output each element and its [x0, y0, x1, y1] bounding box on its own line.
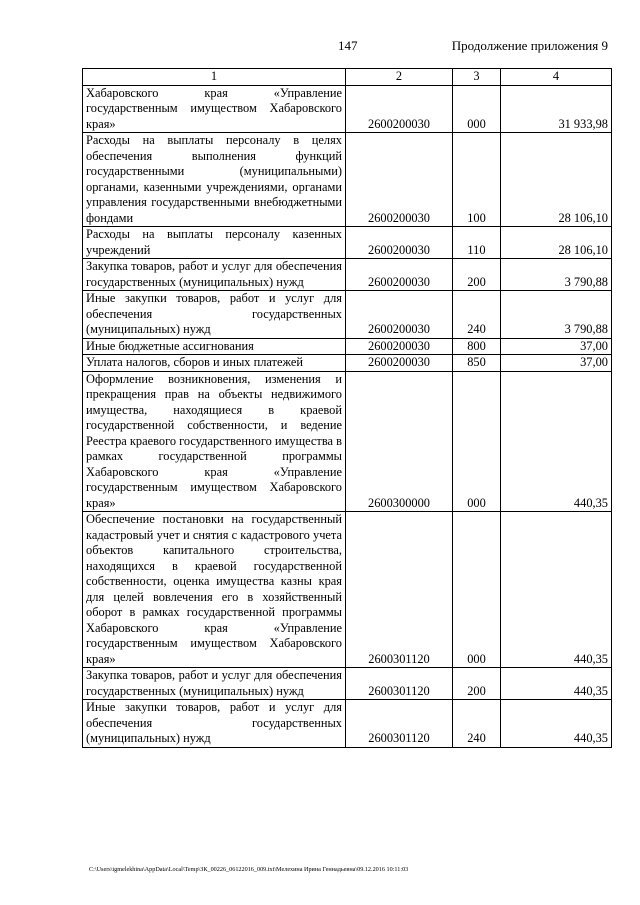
table-row: [83, 133, 612, 227]
row-name-cell: Иные бюджетные ассигнования: [83, 338, 346, 355]
table-row: [83, 291, 612, 339]
continuation-label: Продолжение приложения 9: [451, 38, 608, 53]
column-number-4: 4: [501, 69, 612, 86]
column-number-1: 1: [83, 69, 346, 86]
row-expense-type-cell: 240: [453, 291, 501, 339]
row-name-cell: Закупка товаров, работ и услуг для обеспечения государственных (муниципальных) нужд: [83, 259, 346, 291]
row-expense-type-cell: 240: [453, 700, 501, 748]
row-name-cell: Расходы на выплаты персоналу казенных учреждений: [83, 227, 346, 259]
row-expense-type-cell: 110: [453, 227, 501, 259]
row-amount-cell: 440,35: [501, 512, 612, 668]
row-code-cell: 2600301120: [346, 668, 453, 700]
file-path-footer: C:\Users\igmelekhina\AppData\Local\Temp\ЗК_00226_06122016_009.txt\Мелехина Ирина Геннадьевна\09.12.2016 10:11:03: [89, 866, 409, 873]
table-row: [83, 512, 612, 668]
table-row: [83, 355, 612, 372]
table-row: [83, 371, 612, 512]
row-expense-type-cell: 200: [453, 668, 501, 700]
table-row: [83, 85, 612, 133]
table-row: [83, 227, 612, 259]
row-name-cell: Расходы на выплаты персоналу в целях обеспечения выполнения функций государственными (муниципальными) органами, казенными учреждениями, органами управления государственными внебюджетными фондами: [83, 133, 346, 227]
table-row: [83, 700, 612, 748]
row-code-cell: 2600200030: [346, 355, 453, 372]
column-number-2: 2: [346, 69, 453, 86]
row-amount-cell: 31 933,98: [501, 85, 612, 133]
row-code-cell: 2600200030: [346, 133, 453, 227]
row-expense-type-cell: 100: [453, 133, 501, 227]
column-number-3: 3: [453, 69, 501, 86]
row-expense-type-cell: 200: [453, 259, 501, 291]
table-body: [83, 85, 612, 747]
row-amount-cell: 440,35: [501, 700, 612, 748]
row-amount-cell: 28 106,10: [501, 133, 612, 227]
row-name-cell: Оформление возникновения, изменения и прекращения прав на объекты недвижимого имущества, находящиеся в краевой государственной собственности, и ведение Реестра краевого государственного имущества в рамках государственной программы Хабаровского края «Управление государственным имуществом Хабаровского края»: [83, 371, 346, 512]
row-code-cell: 2600301120: [346, 700, 453, 748]
row-code-cell: 2600200030: [346, 85, 453, 133]
row-amount-cell: 3 790,88: [501, 291, 612, 339]
row-name-cell: Уплата налогов, сборов и иных платежей: [83, 355, 346, 372]
row-code-cell: 2600300000: [346, 371, 453, 512]
row-code-cell: 2600200030: [346, 259, 453, 291]
row-amount-cell: 37,00: [501, 355, 612, 372]
row-name-cell: Обеспечение постановки на государственный кадастровый учет и снятия с кадастрового учета объектов капитального строительства, находящихся в краевой государственной собственности, оценка имущества казны края для целей вовлечения его в хозяйственный оборот в рамках государственной программы Хабаровского края «Управление государственным имуществом Хабаровского края»: [83, 512, 346, 668]
row-expense-type-cell: 000: [453, 371, 501, 512]
row-amount-cell: 28 106,10: [501, 227, 612, 259]
row-expense-type-cell: 800: [453, 338, 501, 355]
row-code-cell: 2600200030: [346, 227, 453, 259]
table-row: [83, 338, 612, 355]
row-expense-type-cell: 850: [453, 355, 501, 372]
row-expense-type-cell: 000: [453, 85, 501, 133]
row-amount-cell: 440,35: [501, 668, 612, 700]
table-row: [83, 668, 612, 700]
row-amount-cell: 37,00: [501, 338, 612, 355]
row-name-cell: Иные закупки товаров, работ и услуг для обеспечения государственных (муниципальных) нужд: [83, 291, 346, 339]
row-amount-cell: 3 790,88: [501, 259, 612, 291]
column-number-row: [83, 69, 612, 86]
row-name-cell: Закупка товаров, работ и услуг для обеспечения государственных (муниципальных) нужд: [83, 668, 346, 700]
row-name-cell: Хабаровского края «Управление государственным имуществом Хабаровского края»: [83, 85, 346, 133]
budget-table: [82, 68, 612, 748]
row-code-cell: 2600301120: [346, 512, 453, 668]
row-name-cell: Иные закупки товаров, работ и услуг для обеспечения государственных (муниципальных) нужд: [83, 700, 346, 748]
page-number: 147: [338, 38, 358, 53]
row-code-cell: 2600200030: [346, 291, 453, 339]
row-expense-type-cell: 000: [453, 512, 501, 668]
table-row: [83, 259, 612, 291]
row-amount-cell: 440,35: [501, 371, 612, 512]
row-code-cell: 2600200030: [346, 338, 453, 355]
